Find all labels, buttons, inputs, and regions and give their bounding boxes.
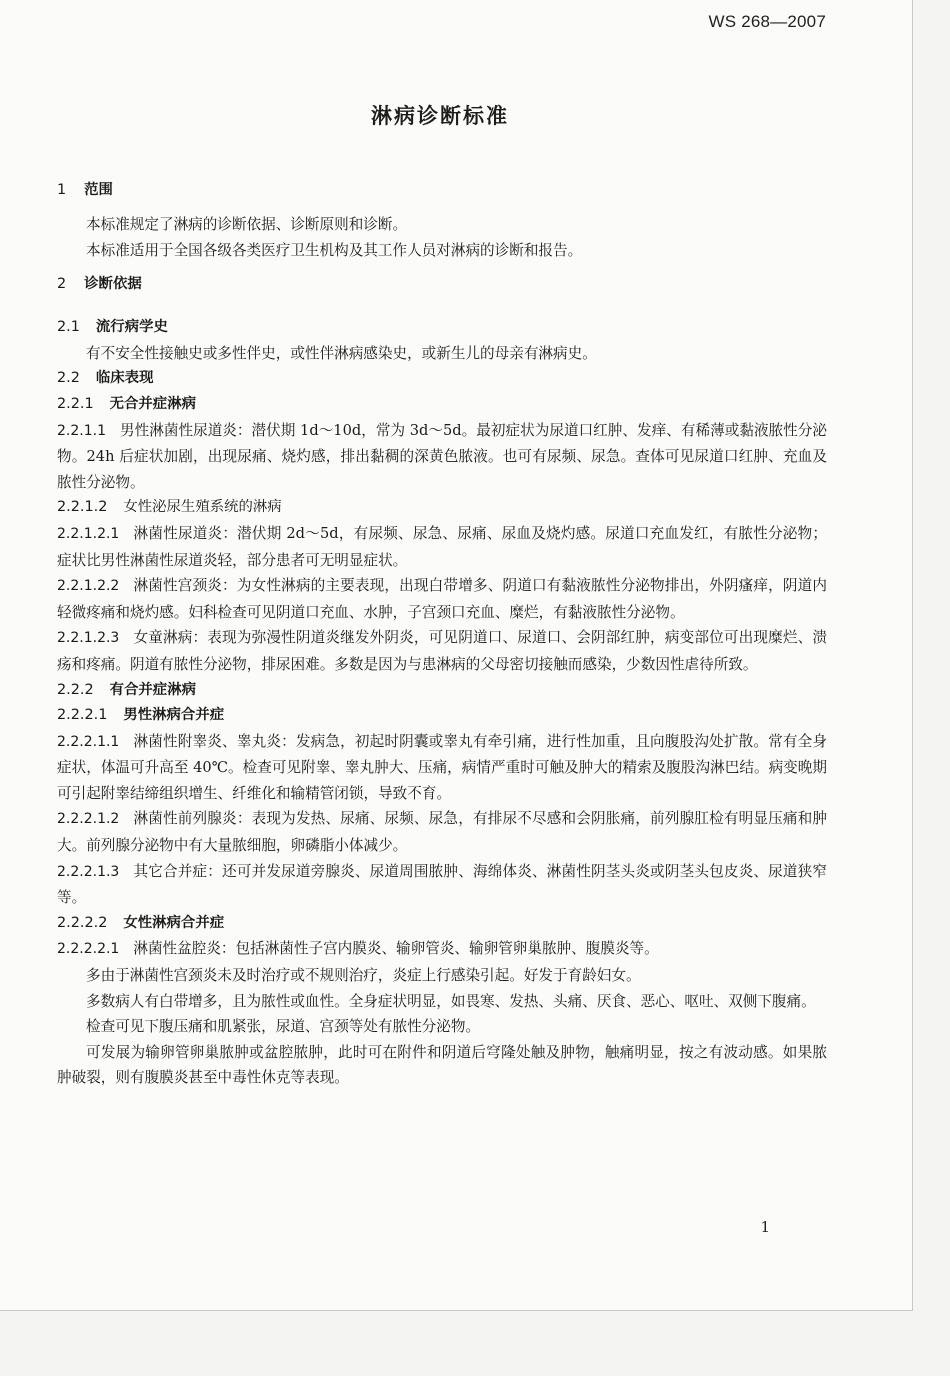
- clause-text: 淋菌性前列腺炎：表现为发热、尿痛、尿频、尿急，有排尿不尽感和会阴胀痛，前列腺肛检有明显压痛和肿大。前列腺分泌物中有大量脓细胞，卵磷脂小体减少。: [57, 810, 827, 855]
- paragraph: 可发展为输卵管卵巢脓肿或盆腔脓肿，此时可在附件和阴道后穹隆处触及肿物，触痛明显，按之有波动感。如果脓肿破裂，则有腹膜炎甚至中毒性休克等表现。: [57, 1043, 827, 1087]
- subsection-number: 2.1: [57, 319, 80, 336]
- clause: [57, 418, 827, 496]
- clause-number: 2.2.1.1: [57, 422, 106, 439]
- subsection-title: 流行病学史: [95, 319, 168, 336]
- clause-number: 2.2.1.2.3: [57, 630, 120, 647]
- clause-text: 女童淋病：表现为弥漫性阴道炎继发外阴炎，可见阴道口、尿道口、会阴部红肿，病变部位可出现糜烂、溃疡和疼痛。阴道有脓性分泌物，排尿困难。多数是因为与患淋病的父母密切接触而感染，少数因性虐待所致。: [57, 629, 827, 673]
- clause: [57, 936, 827, 963]
- clause-heading: [57, 495, 827, 521]
- clause-text: 其它合并症：还可并发尿道旁腺炎、尿道周围脓肿、海绵体炎、淋菌性阴茎头炎或阴茎头包皮炎、尿道狭窄等。: [57, 862, 827, 907]
- clause-number: 2.2.1.2.2: [57, 578, 120, 595]
- clause-text: 淋菌性附睾炎、睾丸炎：发病急，初起时阴囊或睾丸有牵引痛，进行性加重，且向腹股沟处扩散。常有全身症状，体温可升高至 40℃。检查可见附睾、睾丸肿大、压痛，病情严重时可触及肿大的精索及腹股沟淋巴结。病变晚期可引起附睾结缔组织增生、纤维化和输精管闭锁，导致不育。: [57, 732, 827, 802]
- subsection-title: 无合并症淋病: [109, 395, 196, 412]
- section-number: 1: [57, 182, 67, 198]
- section-heading-2: [57, 272, 827, 297]
- subsection-number: 2.2.2.1: [57, 707, 108, 724]
- subsection-number: 2.2.1: [57, 395, 94, 412]
- paragraph: 检查可见下腹压痛和肌紧张，尿道、宫颈等处有脓性分泌物。: [86, 1018, 481, 1036]
- paragraph: 有不安全性接触史或多性伴史，或性伴淋病感染史，或新生儿的母亲有淋病史。: [86, 344, 597, 362]
- clause-number: 2.2.2.2.1: [57, 941, 120, 958]
- paragraph: 多数病人有白带增多，且为脓性或血性。全身症状明显，如畏寒、发热、头痛、厌食、恶心、呕吐、双侧下腹痛。: [86, 992, 816, 1010]
- clause: [57, 573, 827, 625]
- clause-number: 2.2.1.2.1: [57, 525, 120, 542]
- clause: [57, 806, 827, 858]
- section-title: 范围: [84, 182, 113, 198]
- page-number: 1: [760, 1218, 770, 1236]
- clause: [57, 625, 827, 677]
- paragraph: 多由于淋菌性宫颈炎未及时治疗或不规则治疗，炎症上行感染引起。好发于育龄妇女。: [86, 967, 641, 985]
- paragraph: 本标准规定了淋病的诊断依据、诊断原则和诊断。: [86, 216, 408, 233]
- clause-number: 2.2.1.2: [57, 499, 108, 516]
- subsection-heading: [57, 911, 827, 937]
- subsection-heading: [57, 678, 827, 704]
- subsection-heading: [57, 703, 827, 729]
- subsection-title: 临床表现: [95, 370, 154, 387]
- subsection-heading: [57, 392, 827, 418]
- standard-number: WS 268—2007: [708, 12, 826, 31]
- clause: [57, 729, 827, 807]
- clause-title: 女性泌尿生殖系统的淋病: [123, 499, 282, 516]
- document-body: [57, 178, 827, 1091]
- subsection-heading: [57, 366, 827, 392]
- subsection-title: 有合并症淋病: [109, 681, 196, 698]
- subsection-title: 男性淋病合并症: [123, 707, 225, 724]
- clause-text: 淋菌性宫颈炎：为女性淋病的主要表现，出现白带增多、阴道口有黏液脓性分泌物排出，外阴瘙痒，阴道内轻微疼痛和烧灼感。妇科检查可见阴道口充血、水肿，子宫颈口充血、糜烂，有黏液脓性分泌物。: [57, 577, 827, 621]
- paragraph: 本标准适用于全国各级各类医疗卫生机构及其工作人员对淋病的诊断和报告。: [86, 241, 583, 259]
- clause-text: 淋菌性盆腔炎：包括淋菌性子宫内膜炎、输卵管炎、输卵管卵巢脓肿、腹膜炎等。: [133, 940, 659, 958]
- clause-number: 2.2.2.1.2: [57, 811, 120, 828]
- document-title: 淋病诊断标准: [371, 104, 509, 128]
- subsection-heading: [57, 315, 827, 341]
- subsection-number: 2.2.2: [57, 681, 94, 698]
- section-heading-1: [57, 178, 827, 203]
- clause-text: 男性淋菌性尿道炎：潜伏期 1d～10d，常为 3d～5d。最初症状为尿道口红肿、发痒、有稀薄或黏液脓性分泌物。24h 后症状加剧，出现尿痛、烧灼感，排出黏稠的深黄色脓液。也可有尿频、尿急。查体可见尿道口红肿、充血及脓性分泌物。: [57, 421, 827, 491]
- subsection-title: 女性淋病合并症: [123, 914, 225, 931]
- section-title: 诊断依据: [84, 276, 142, 293]
- clause: [57, 521, 827, 573]
- clause-number: 2.2.2.1.3: [57, 863, 120, 880]
- subsection-number: 2.2: [57, 370, 80, 387]
- section-number: 2: [57, 276, 67, 293]
- clause-number: 2.2.2.1.1: [57, 733, 120, 750]
- clause: [57, 859, 827, 911]
- clause-text: 淋菌性尿道炎：潜伏期 2d～5d，有尿频、尿急、尿痛、尿血及烧灼感。尿道口充血发红，有脓性分泌物；症状比男性淋菌性尿道炎轻，部分患者可无明显症状。: [57, 524, 827, 569]
- subsection-number: 2.2.2.2: [57, 914, 108, 931]
